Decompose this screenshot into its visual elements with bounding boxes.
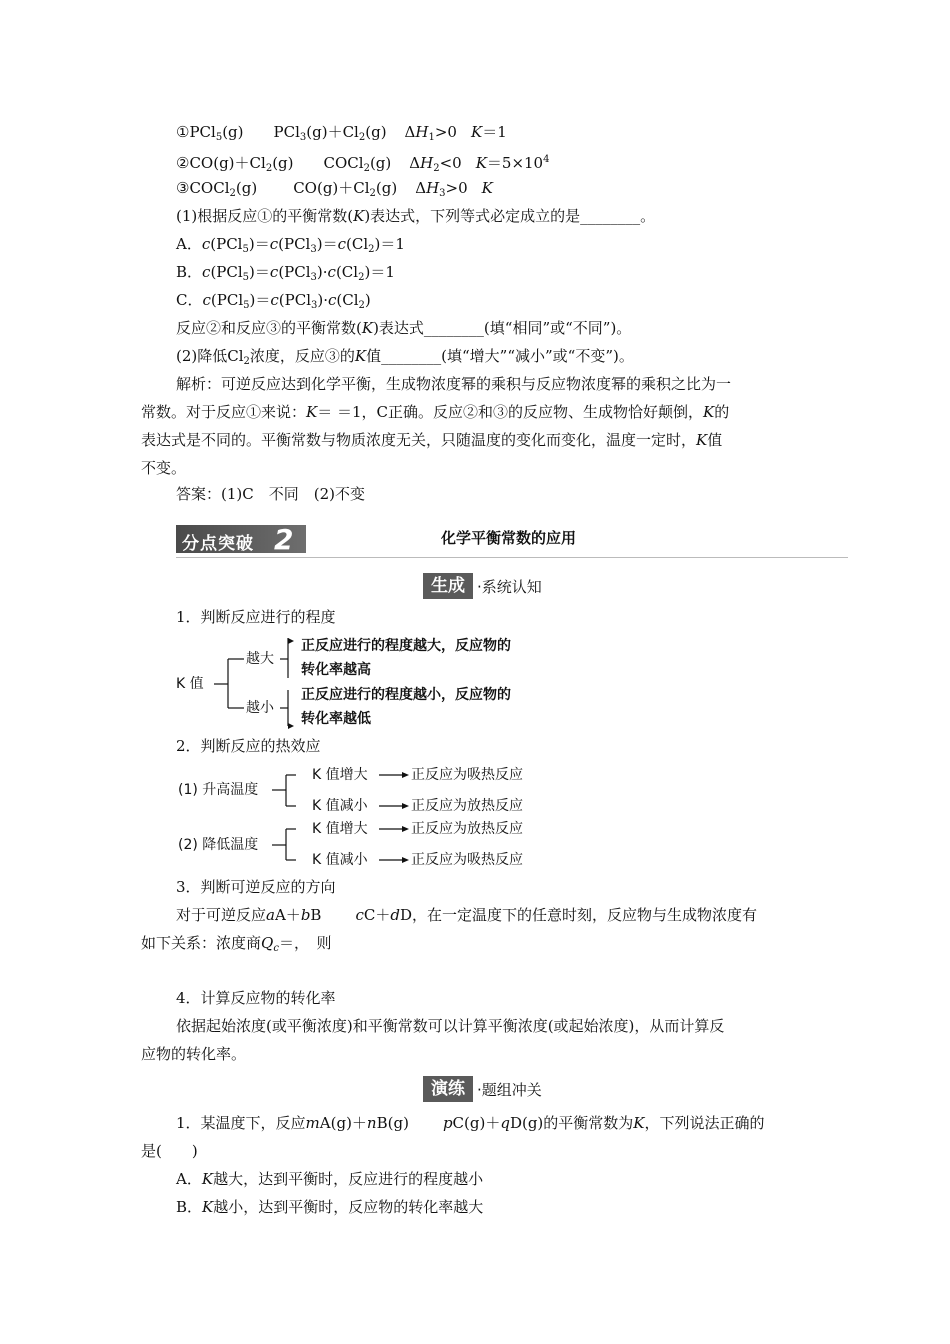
optA-m2: )＝ [316,235,338,253]
point-3-heading: 3．判断可逆反应的方向 [176,878,336,896]
point-3-line-1 [176,904,757,926]
r2-k-sup: 4 [543,154,550,165]
k-smaller-text-2: 转化率越低 [301,711,371,727]
optA-c3: c [337,235,346,253]
heat-raise-label: (1) 升高温度 [178,782,259,798]
optC-s2: 3 [311,300,318,311]
r1-dh-sub: 1 [428,132,435,143]
heat-raise-k-up-result: 正反应为吸热反应 [411,767,523,783]
r2-dh: Δ [409,154,421,172]
q2-s: 2 [243,356,250,367]
k-larger-text-2: 转化率越高 [301,662,371,678]
answer-line: 答案：(1)C 不同 (2)不变 [176,485,365,503]
ex1-c: B(g) [376,1114,409,1132]
banner-text: 分点突破 [182,534,254,554]
ex1-n: n [366,1114,377,1132]
q1-stem-k: K [353,207,365,225]
q2-a: (2)降低Cl [176,347,244,365]
optC-c3: c [328,291,337,309]
optA-prefix: A． [176,235,202,253]
q2-line [176,345,634,373]
r1-dh-rest: >0 [434,123,457,141]
p3-d: C＋ [363,906,391,924]
optC-c2: c [270,291,279,309]
p3-Q-sub: c [273,943,279,954]
exA-text: 越大，达到平衡时，反应进行的程度越小 [213,1170,484,1188]
same-k: K [361,319,374,337]
r1-k: K [470,123,483,141]
p3-a: 对于可逆反应 [176,906,267,924]
r1-g1: (g) [222,123,244,141]
analysis-line-4: 不变。 [141,459,187,477]
reaction-1 [176,121,507,149]
q2-b: 浓度，反应③的 [249,347,355,365]
point-3-line-2 [141,932,331,960]
r1-dh: Δ [404,123,416,141]
q1-stem-b: )表达式，下列等式必定成立的是________。 [364,207,656,225]
r3-label: ③COCl [176,179,230,197]
an-l3-a: 表达式是不同的。平衡常数与物质浓度无关，只随温度的变化而变化，温度一定时， [141,431,697,449]
optB-s1: 5 [242,272,250,283]
p3-b: A＋ [274,906,301,924]
r2-dh-sub: 2 [433,163,440,174]
section-banner [176,523,306,556]
k-value-label: K 值 [176,676,204,692]
r2-rhs-b: (g) [369,154,392,172]
point-1-heading: 1．判断反应进行的程度 [176,608,336,626]
optC-s3: 2 [358,300,365,311]
q1-stem [176,205,655,227]
r3-sub1: 2 [229,188,236,199]
r1-sub1: 5 [215,132,223,143]
ex1-q: q [500,1114,510,1132]
point-2-heading: 2．判断反应的热效应 [176,737,321,755]
exA-k: K [201,1170,214,1188]
optA-m1: )＝ [248,235,270,253]
r1-sub3: 2 [358,132,366,143]
optC-t2: (PCl [278,291,311,309]
r3-dh-rest: >0 [445,179,468,197]
an-l2-k2: K [703,403,715,421]
exercise-1-stem-2: 是( ) [141,1142,198,1160]
generation-subtitle: ·系统认知 [477,578,542,596]
heat-raise-k-down-result: 正反应为放热反应 [411,798,523,814]
an-l2-k: K [306,403,318,421]
r3-dh-h: H [426,179,440,197]
optB-t2: (PCl [278,263,311,281]
ex1-e: D(g)的平衡常数为 [509,1114,634,1132]
r2-label: ②CO(g)＋Cl [176,154,266,172]
exercise-1-option-a [176,1168,483,1190]
r2-k: K [475,154,487,172]
k-larger-text-1: 正反应进行的程度越大，反应物的 [301,638,511,654]
optB-t3: (Cl [335,263,359,281]
q1-option-b [176,261,395,289]
r1-rhs-a: PCl [273,123,300,141]
analysis-line-2 [141,401,729,423]
section-title: 化学平衡常数的应用 [441,529,577,547]
same-b: )表达式________(填“相同”或“不同”)。 [373,319,632,337]
k-smaller-label: 越小 [246,700,274,716]
r2-g1: (g) [272,154,294,172]
optC-s1: 5 [243,300,250,311]
q2-c: 值________(填“增大”“减小”或“不变”)。 [366,347,634,365]
an-l2-b: ＝ ＝1，C正确。反应②和③的反应物、生成物恰好颠倒， [317,403,704,421]
optB-prefix: B． [176,263,203,281]
optC-m1: )＝ [249,291,271,309]
p3-coef-a: a [266,906,275,924]
optA-end: )＝1 [374,235,405,253]
generation-box: 生成 [423,573,473,599]
an-l3-b: 值 [707,431,723,449]
exA-prefix: A． [176,1170,202,1188]
p3-coef-c: c [355,906,364,924]
optB-end: )＝1 [364,263,395,281]
an-l3-k: K [696,431,708,449]
r2-sub1: 2 [265,163,273,174]
r3-rhs-a: CO(g)＋Cl [293,179,370,197]
exB-prefix: B． [176,1198,203,1216]
heat-raise-k-up: K 值增大 [312,767,368,783]
optA-t3: (Cl [346,235,369,253]
point-4-line-2: 应物的转化率。 [141,1045,247,1063]
optA-t2: (PCl [278,235,311,253]
r3-sub2: 2 [369,188,376,199]
an-l2-c: 的 [714,403,730,421]
reaction-3 [176,177,493,205]
heat-lower-k-down: K 值减小 [312,852,368,868]
optA-s1: 5 [242,244,249,255]
r3-rhs-b: (g) [375,179,398,197]
optC-t1: (PCl [210,291,244,309]
r1-rhs-b: (g)＋Cl [306,123,359,141]
optB-c1: c [202,263,211,281]
p3-l2-b: ＝， 则 [278,934,332,952]
optA-s3: 2 [368,244,375,255]
section-divider [176,557,848,558]
r3-dh-sub: 3 [439,188,446,199]
exB-text: 越小，达到平衡时，反应物的转化率越大 [213,1198,484,1216]
optC-t3: (Cl [336,291,359,309]
optB-c2: c [269,263,279,281]
optB-s2: 3 [310,272,317,283]
banner-number: 2 [274,523,294,556]
optA-t1: (PCl [210,235,243,253]
reaction-2 [176,149,549,180]
ex1-d: C(g)＋ [452,1114,501,1132]
r1-dh-h: H [415,123,429,141]
r1-label: ①PCl [176,123,216,141]
optC-m2: )· [317,291,328,309]
r3-k: K [481,179,493,197]
heat-lower-label: (2) 降低温度 [178,837,259,853]
ex1-k: K [633,1114,645,1132]
optC-c1: c [202,291,211,309]
heat-lower-k-up-result: 正反应为放热反应 [411,821,523,837]
k-larger-label: 越大 [246,651,274,667]
exercise-1-stem [176,1112,765,1134]
exercise-1-option-b [176,1196,483,1218]
q2-k: K [354,347,367,365]
p3-c: B [310,906,322,924]
optC-prefix: C． [176,291,203,309]
p3-Q: Q [261,934,274,952]
r2-dh-rest: <0 [439,154,462,172]
optC-end: ) [364,291,371,309]
optA-c2: c [269,235,279,253]
ex1-b: A(g)＋ [319,1114,367,1132]
ex1-m: m [305,1114,320,1132]
r2-sub2: 2 [363,163,370,174]
optB-c3: c [327,263,336,281]
heat-lower-k-up: K 值增大 [312,821,368,837]
optB-t1: (PCl [210,263,243,281]
p3-e: D，在一定温度下的任意时刻，反应物与生成物浓度有 [399,906,757,924]
optA-c1: c [201,235,211,253]
q1-option-a [176,233,405,261]
r2-k-rest: ＝5×10 [486,154,544,172]
p3-l2-a: 如下关系：浓度商 [141,934,262,952]
same-a: 反应②和反应③的平衡常数( [176,319,362,337]
point-4-line-1: 依据起始浓度(或平衡浓度)和平衡常数可以计算平衡浓度(或起始浓度)，从而计算反 [176,1017,725,1035]
practice-subtitle: ·题组冲关 [477,1081,542,1099]
r3-dh: Δ [415,179,427,197]
q1-same-line [176,317,631,339]
heat-raise-k-down: K 值减小 [312,798,368,814]
q1-option-c [176,289,371,317]
ex1-p: p [442,1114,453,1132]
r2-dh-h: H [420,154,434,172]
optA-s2: 3 [310,244,317,255]
r1-rhs-c: (g) [365,123,387,141]
optB-s3: 2 [358,272,365,283]
analysis-line-3 [141,429,722,451]
p3-coef-d: d [390,906,400,924]
analysis-line-1: 解析：可逆反应达到化学平衡，生成物浓度幂的乘积与反应物浓度幂的乘积之比为一 [176,375,732,393]
ex1-f: ，下列说法正确的 [644,1114,765,1132]
k-smaller-text-1: 正反应进行的程度越小，反应物的 [301,687,511,703]
r1-sub2: 3 [299,132,307,143]
point-4-heading: 4．计算反应物的转化率 [176,989,336,1007]
r3-g1: (g) [235,179,258,197]
optB-m1: )＝ [249,263,270,281]
ex1-a: 1．某温度下，反应 [176,1114,306,1132]
q1-stem-a: (1)根据反应①的平衡常数( [176,207,354,225]
r1-k-rest: ＝1 [482,123,507,141]
p3-coef-b: b [300,906,311,924]
heat-lower-k-down-result: 正反应为吸热反应 [411,852,523,868]
r2-rhs-a: COCl [323,154,364,172]
an-l2-a: 常数。对于反应①来说： [141,403,307,421]
exB-k: K [202,1198,214,1216]
optB-m2: )· [316,263,328,281]
practice-box: 演练 [423,1076,473,1102]
